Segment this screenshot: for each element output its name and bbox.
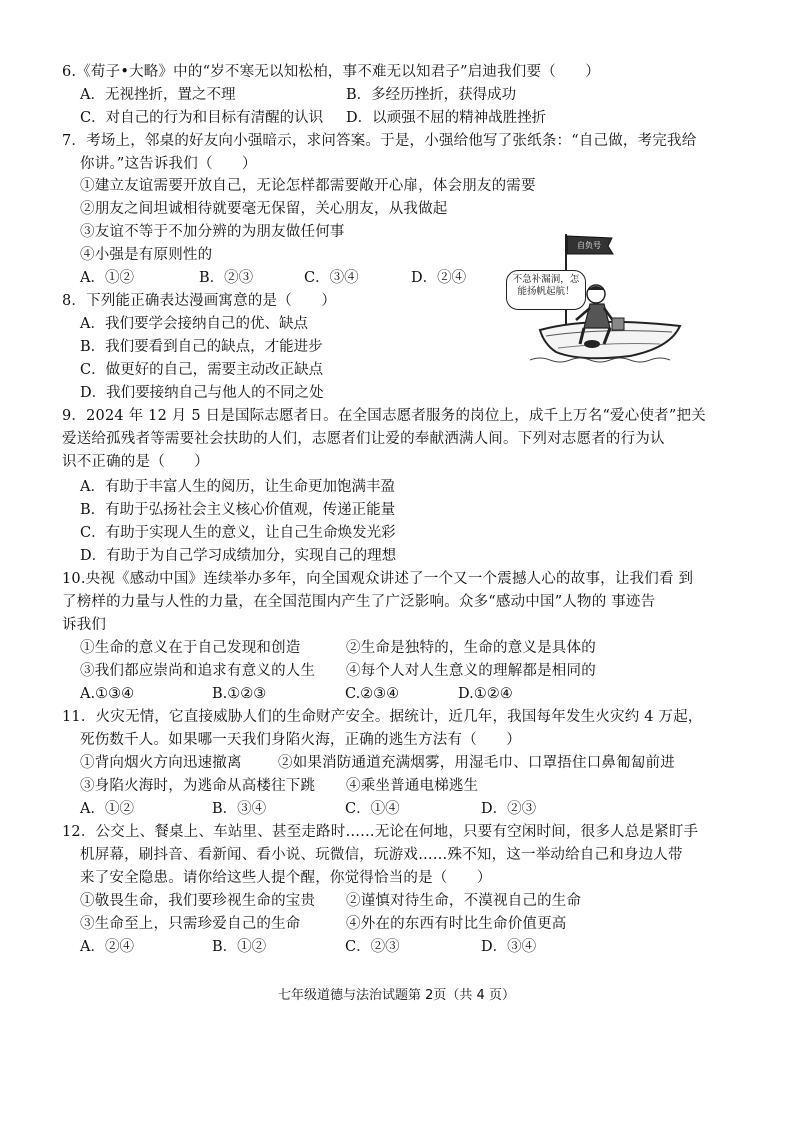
- q12-item-3: ③生命至上，只需珍爱自己的生命: [80, 916, 301, 932]
- q7-option-c: C．③④: [304, 270, 359, 286]
- q10-item-3: ③我们都应崇尚和追求有意义的人生: [80, 663, 316, 679]
- q6-stem: 6.《荀子•大略》中的“岁不寒无以知松柏，事不难无以知君子”启迪我们要（ ）: [62, 64, 601, 80]
- q9-stem-line3: 识不正确的是（ ）: [62, 454, 209, 470]
- q12-option-d: D．③④: [481, 939, 537, 955]
- q9-option-a: A．有助于丰富人生的阅历，让生命更加饱满丰盈: [80, 479, 395, 495]
- q12-stem-line1: 12．公交上、餐桌上、车站里、甚至走路时……无论在何地，只要有空闲时间，很多人总是紧盯手: [62, 824, 699, 840]
- q11-item-1: ①背向烟火方向迅速撤离: [80, 755, 242, 771]
- q11-stem-line1: 11．火灾无情，它直接威胁人们的生命财产安全。据统计，近几年，我国每年发生火灾约 4 万起，: [62, 709, 703, 725]
- q12-option-b: B．①②: [212, 939, 267, 955]
- q11-stem-line2: 死伤数千人。如果哪一天我们身陷火海，正确的逃生方法有（ ）: [80, 732, 521, 748]
- q11-option-b: B．③④: [212, 801, 267, 817]
- q7-option-b: B．②③: [199, 270, 254, 286]
- q12-option-a: A．②④: [80, 939, 134, 955]
- q11-item-4: ④乘坐普通电梯逃生: [346, 778, 479, 794]
- q10-item-4: ④每个人对人生意义的理解都是相同的: [346, 663, 596, 679]
- q10-stem-line1: 10.央视《感动中国》连续举办多年，向全国观众讲述了一个又一个震撼人心的故事，让我们看 到: [62, 571, 694, 587]
- q7-item-2: ②朋友之间坦诚相待就要毫无保留，关心朋友，从我做起: [80, 201, 448, 217]
- q7-item-4: ④小强是有原则性的: [80, 247, 213, 263]
- q6-option-c: C．对自己的行为和目标有清醒的认识: [80, 110, 324, 126]
- page-footer: 七年级道德与法治试题第 2页（共 4 页）: [278, 988, 515, 1003]
- q8-option-b: B．我们要看到自己的缺点，才能进步: [80, 339, 323, 355]
- q12-stem-line2: 机屏幕，刷抖音、看新闻、看小说、玩微信，玩游戏……殊不知，这一举动给自己和身边人带: [80, 847, 683, 863]
- q9-stem-line2: 爱送给孤残者等需要社会扶助的人们，志愿者们让爱的奉献洒满人间。下列对志愿者的行为认: [62, 431, 665, 447]
- q8-stem: 8．下列能正确表达漫画寓意的是（ ）: [62, 293, 337, 309]
- q7-item-1: ①建立友谊需要开放自己，无论怎样都需要敞开心扉，体会朋友的需要: [80, 178, 536, 194]
- q7-option-d: D．②④: [411, 270, 467, 286]
- q8-option-a: A．我们要学会接纳自己的优、缺点: [80, 316, 308, 332]
- q9-option-c: C．有助于实现人生的意义，让自己生命焕发光彩: [80, 525, 396, 541]
- q10-item-2: ②生命是独特的，生命的意义是具体的: [346, 640, 596, 656]
- q11-option-a: A．①②: [80, 801, 134, 817]
- q6-option-d: D．以顽强不屈的精神战胜挫折: [346, 110, 547, 126]
- q12-item-1: ①敬畏生命，我们要珍视生命的宝贵: [80, 893, 316, 909]
- q11-option-d: D．②③: [481, 801, 537, 817]
- q8-option-c: C．做更好的自己，需要主动改正缺点: [80, 362, 324, 378]
- q11-item-3: ③身陷火海时，为逃命从高楼往下跳: [80, 778, 316, 794]
- q8-option-d: D．我们要接纳自己与他人的不同之处: [80, 385, 324, 401]
- q12-item-4: ④外在的东西有时比生命价值更高: [346, 916, 567, 932]
- q6-option-a: A．无视挫折，置之不理: [80, 87, 236, 103]
- q6-option-b: B．多经历挫折，获得成功: [346, 87, 517, 103]
- cartoon-flag-label: 自负号: [577, 241, 601, 250]
- q9-option-b: B．有助于弘扬社会主义核心价值观，传递正能量: [80, 502, 396, 518]
- q10-option-d: D.①②④: [458, 686, 513, 702]
- q9-option-d: D．有助于为自己学习成绩加分，实现自己的理想: [80, 548, 397, 564]
- q11-item-2: ②如果消防通道充满烟雾，用湿毛巾、口罩捂住口鼻匍匐前进: [278, 755, 675, 771]
- q7-stem-line1: 7．考场上，邻桌的好友向小强暗示，求问答案。于是，小强给他写了张纸条：“自己做，考完我给: [62, 133, 697, 149]
- q9-stem-line1: 9．2024 年 12 月 5 日是国际志愿者日。在全国志愿者服务的岗位上，成千上万名“爱心使者”把关: [62, 408, 706, 424]
- cartoon-speech-bubble: 不急补漏洞，怎能扬帆起航！: [506, 270, 586, 310]
- q10-item-1: ①生命的意义在于自己发现和创造: [80, 640, 301, 656]
- q10-option-a: A.①③④: [80, 686, 135, 702]
- q12-item-2: ②谨慎对待生命，不漠视自己的生命: [346, 893, 582, 909]
- q12-stem-line3: 来了安全隐患。请你给这些人提个醒，你觉得恰当的是（ ）: [80, 870, 492, 886]
- q10-option-c: C.②③④: [345, 686, 400, 702]
- q10-option-b: B.①②③: [212, 686, 267, 702]
- q10-stem-line2: 了榜样的力量与人性的力量，在全国范围内产生了广泛影响。众多“感动中国”人物的 事迹告: [62, 594, 656, 610]
- q7-item-3: ③友谊不等于不加分辨的为朋友做任何事: [80, 224, 345, 240]
- q7-option-a: A．①②: [80, 270, 134, 286]
- q10-stem-line3: 诉我们: [62, 617, 107, 633]
- q12-option-c: C．②③: [345, 939, 400, 955]
- q11-option-c: C．①④: [345, 801, 400, 817]
- q7-stem-line2: 你讲。”这告诉我们（ ）: [80, 156, 257, 172]
